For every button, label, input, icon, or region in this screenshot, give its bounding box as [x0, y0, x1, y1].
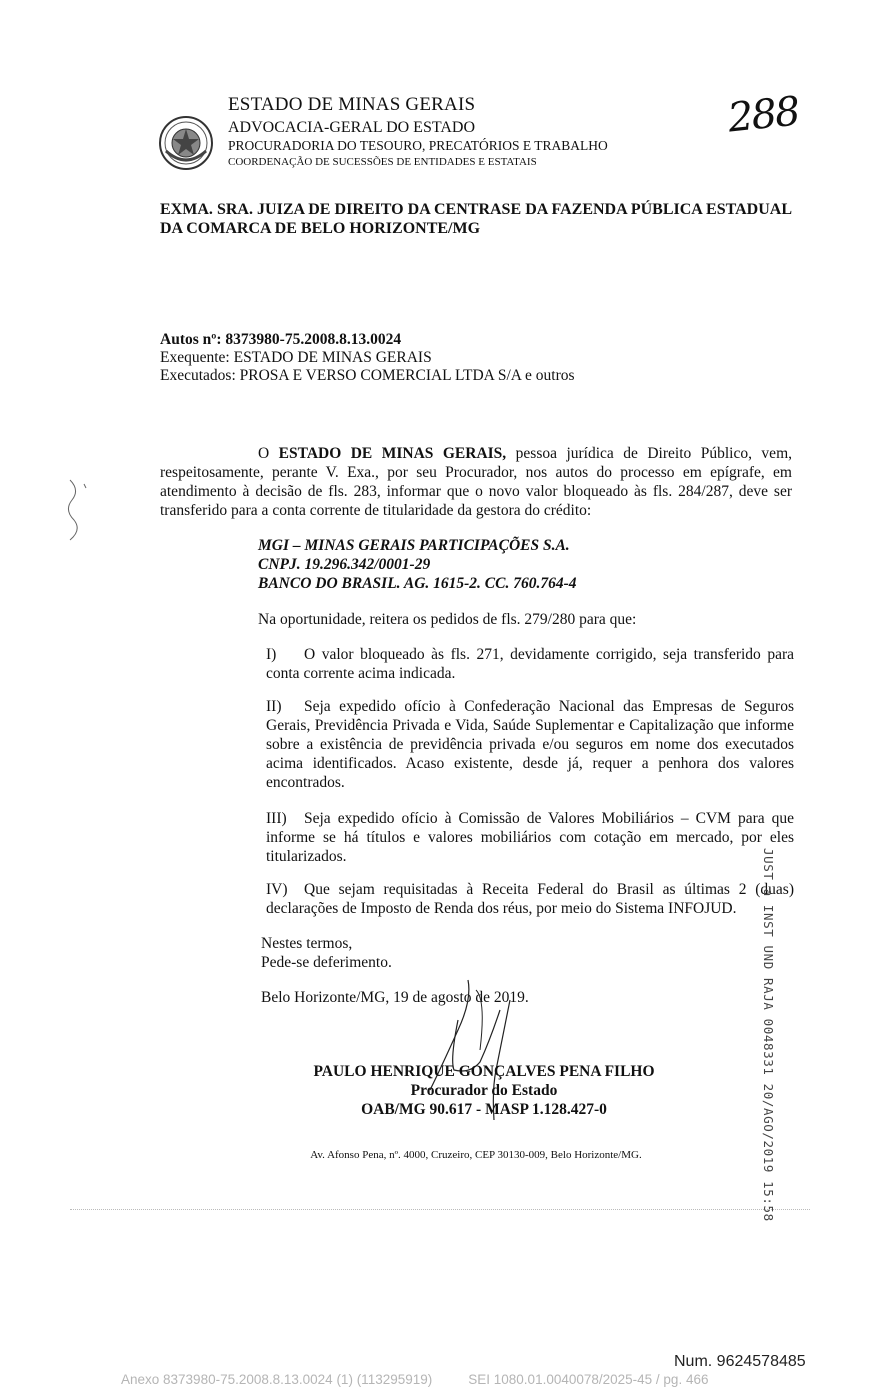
request-item — [266, 880, 794, 918]
case-info — [160, 331, 575, 385]
state-seal-icon — [158, 115, 214, 171]
main-paragraph — [160, 444, 792, 520]
margin-initials-icon — [60, 470, 100, 550]
request-item — [266, 697, 794, 792]
request-item — [266, 645, 794, 683]
addressee: EXMA. SRA. JUIZA DE DIREITO DA CENTRASE DA FAZENDA PÚBLICA ESTADUAL DA COMARCA DE BELO HORIZONTE/MG — [160, 201, 792, 237]
item-text: Seja expedido ofício à Comissão de Valores Mobiliários – CVM para que informe se há títulos e valores mobiliários com cotação em mercado, por eles titularizados. — [266, 810, 794, 865]
item-text: Que sejam requisitadas à Receita Federal do Brasil as últimas 2 (duas) declarações de Imposto de Renda dos réus, por meio do Sistema INFOJUD. — [266, 881, 794, 917]
creditor-bank: BANCO DO BRASIL. AG. 1615-2. CC. 760.764-4 — [258, 575, 577, 592]
case-executados: Executados: PROSA E VERSO COMERCIAL LTDA S/A e outros — [160, 367, 575, 384]
item-text: Seja expedido ofício à Confederação Nacional das Empresas de Seguros Gerais, Previdência Privada e Vida, Saúde Suplementar e Capitalização que informe sobre a existência de previdência privada e/ou seguros em nome dos executados acima identificados. Acaso existente, desde já, requer a penhora dos valores encontrados. — [266, 698, 794, 791]
case-exequente: Exequente: ESTADO DE MINAS GERAIS — [160, 349, 432, 366]
signatory-registration: OAB/MG 90.617 - MASP 1.128.427-0 — [361, 1101, 607, 1118]
closing-line-1: Nestes termos, — [261, 935, 353, 952]
header-state: ESTADO DE MINAS GERAIS — [228, 94, 476, 115]
para-bold: ESTADO DE MINAS GERAIS, — [278, 445, 507, 462]
item-number: III) — [266, 810, 287, 827]
creditor-cnpj: CNPJ. 19.296.342/0001-29 — [258, 556, 431, 573]
sei-reference: SEI 1080.01.0040078/2025-45 / pg. 466 — [468, 1372, 709, 1387]
creditor-name: MGI – MINAS GERAIS PARTICIPAÇÕES S.A. — [258, 537, 570, 554]
item-number: II) — [266, 698, 282, 715]
document-number: Num. 9624578485 — [674, 1353, 806, 1370]
para-rest: pessoa jurídica de Direito Público, vem, respeitosamente, perante V. Exa., por seu Procurador, nos autos do processo em epígrafe, em atendimento à decisão de fls. 283, informar que o novo valor bloqueado às fls. 284/287, deve ser transferido para a conta corrente de titularidade da gestora do crédito: — [160, 445, 792, 519]
item-number: IV) — [266, 881, 288, 898]
closing-line-2: Pede-se deferimento. — [261, 954, 392, 971]
header-unit: COORDENAÇÃO DE SUCESSÕES DE ENTIDADES E ESTATAIS — [228, 156, 537, 168]
protocol-stamp: JUST a INST UND RAJA 0048331 20/AGO/2019 15:58 — [761, 848, 776, 1222]
header-department: PROCURADORIA DO TESOURO, PRECATÓRIOS E TRABALHO — [228, 138, 608, 153]
divider — [70, 1209, 810, 1210]
date-line: Belo Horizonte/MG, 19 de agosto de 2019. — [261, 989, 529, 1006]
signatory-name: PAULO HENRIQUE GONÇALVES PENA FILHO — [313, 1063, 655, 1080]
reitera-text: Na oportunidade, reitera os pedidos de fls. 279/280 para que: — [258, 611, 637, 628]
signatory-title: Procurador do Estado — [410, 1082, 558, 1099]
footer-address: Av. Afonso Pena, nº. 4000, Cruzeiro, CEP 30130-009, Belo Horizonte/MG. — [310, 1149, 642, 1161]
closing — [261, 934, 392, 972]
signatory-block — [260, 1062, 708, 1119]
case-number: 8373980-75.2008.8.13.0024 — [225, 331, 402, 348]
request-item — [266, 809, 794, 866]
creditor-block — [258, 536, 577, 593]
annex-reference: Anexo 8373980-75.2008.8.13.0024 (1) (113295919) — [121, 1372, 433, 1387]
para-lead: O — [258, 445, 270, 462]
case-number-label: Autos nº: — [160, 331, 222, 348]
item-number: I) — [266, 646, 277, 663]
item-text: O valor bloqueado às fls. 271, devidamente corrigido, seja transferido para conta corrente acima indicada. — [266, 646, 794, 682]
bottom-reference — [121, 1372, 708, 1387]
header-agency: ADVOCACIA-GERAL DO ESTADO — [228, 119, 475, 136]
handwritten-page-number: 288 — [725, 88, 801, 142]
